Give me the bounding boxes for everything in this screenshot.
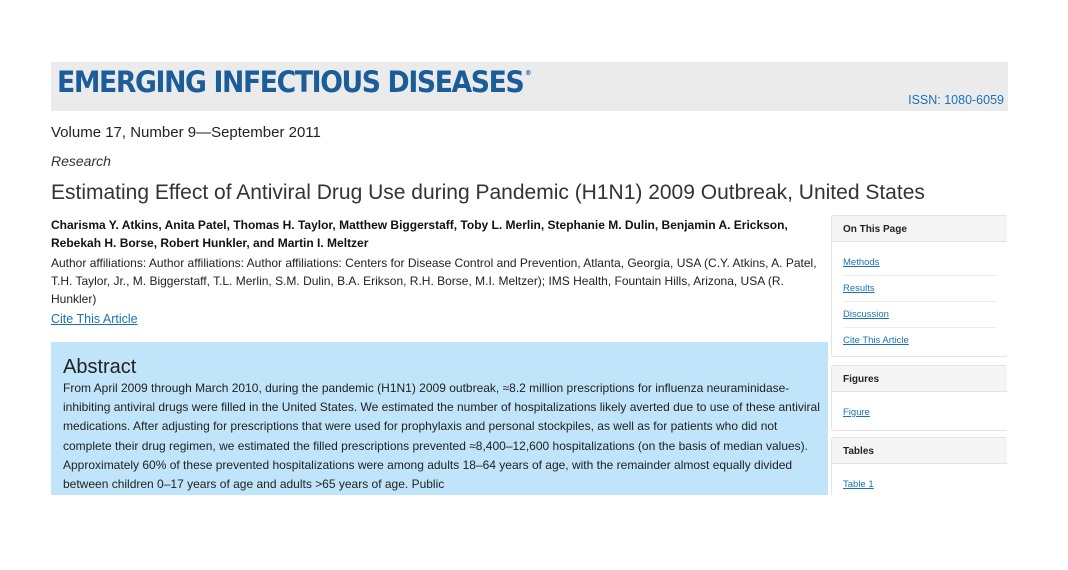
issn-label: ISSN: 1080-6059: [908, 93, 1004, 107]
tables-heading: Tables: [832, 438, 1007, 464]
abstract-box: [51, 342, 828, 495]
tables-panel: [831, 437, 1007, 495]
sidebar-link-results[interactable]: Results: [843, 276, 997, 302]
article-title: Estimating Effect of Antiviral Drug Use during Pandemic (H1N1) 2009 Outbreak, United States: [51, 181, 925, 204]
abstract-heading: Abstract: [63, 356, 137, 378]
sidebar-link-discussion[interactable]: Discussion: [843, 302, 997, 328]
on-this-page-panel: [831, 215, 1007, 357]
sidebar-link-cite[interactable]: Cite This Article: [843, 335, 909, 346]
author-affiliations: Author affiliations: Author affiliations: Author affiliations: Centers for Disease Control and Prevention, Atlanta, Georgia, USA (C.Y. Atkins, A. Patel, T.H. Taylor, Jr., M. Biggerstaff, T.L. Merlin, S.M. Dulin, B.A. Erikson, R.H. Borse, M.I. Meltzer); IMS Health, Fountain Hills, Arizona, USA (R. Hunkler): [51, 256, 817, 306]
figures-panel: [831, 365, 1007, 431]
registered-mark: ®: [525, 69, 532, 77]
on-this-page-heading: On This Page: [832, 216, 1007, 242]
sidebar-link-figure[interactable]: Figure: [843, 407, 870, 418]
sidebar-link-methods[interactable]: Methods: [843, 250, 997, 276]
journal-name: EMERGING INFECTIOUS DISEASES: [57, 65, 524, 99]
sidebar-link-table-1[interactable]: Table 1: [843, 479, 874, 490]
author-list: Charisma Y. Atkins, Anita Patel, Thomas H. Taylor, Matthew Biggerstaff, Toby L. Merlin, Stephanie M. Dulin, Benjamin A. Erickson, Rebekah H. Borse, Robert Hunkler, and Martin I. Meltzer: [51, 218, 788, 250]
sidebar: [831, 215, 1007, 495]
journal-banner: [51, 62, 1008, 111]
cite-this-article-link[interactable]: Cite This Article: [51, 312, 138, 326]
figures-heading: Figures: [832, 366, 1007, 392]
journal-logo[interactable]: [57, 65, 532, 99]
abstract-text: From April 2009 through March 2010, during the pandemic (H1N1) 2009 outbreak, ≈8.2 million prescriptions for influenza neuraminidase-inhibiting antiviral drugs were filled in the United States. We estimated the number of hospitalizations likely averted due to use of these antiviral medications. After adjusting for prescriptions that were used for prophylaxis and personal stockpiles, as well as for patients who did not complete their drug regimen, we estimated the filled prescriptions prevented ≈8,400–12,600 hospitalizations (on the basis of median values). Approximately 60% of these prevented hospitalizations were among adults 18–64 years of age, with the remainder almost equally divided between children 0–17 years of age and adults >65 years of age. Public: [63, 381, 820, 492]
issue-info: Volume 17, Number 9—September 2011: [51, 124, 321, 141]
article-type: Research: [51, 153, 111, 169]
